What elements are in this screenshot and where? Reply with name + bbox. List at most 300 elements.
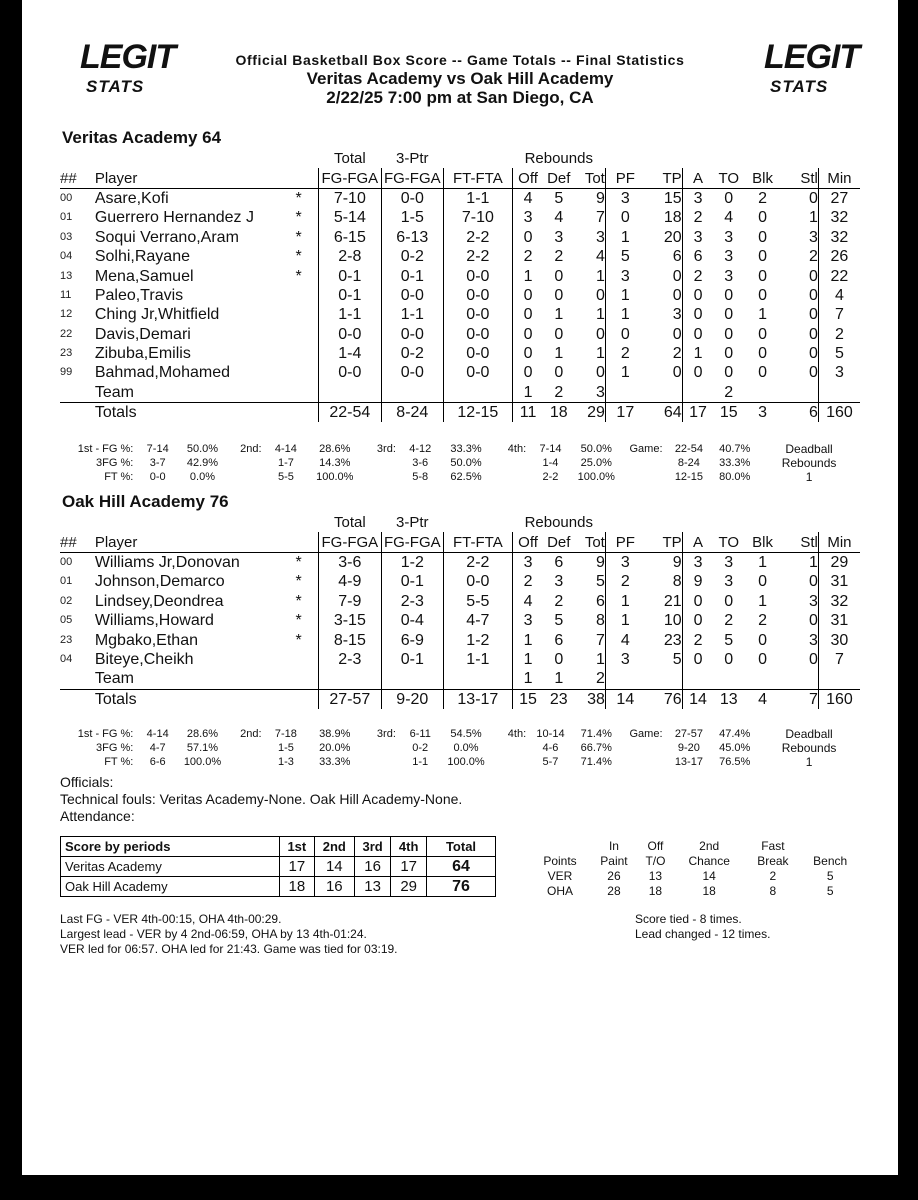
shooting-cell: 5-5 (277, 470, 294, 483)
deadball-rebounds: Rebounds (781, 455, 837, 470)
points-row (530, 868, 860, 883)
player-stl: 0 (808, 573, 818, 591)
spacer (60, 403, 95, 423)
shooting-cell: 50.0% (450, 456, 482, 469)
player-stl: 1 (808, 553, 818, 571)
player-blk: 2 (758, 189, 767, 207)
score-by-periods-table (60, 836, 496, 897)
starter-mark: * (295, 267, 302, 285)
deadball-rebounds: Deadball (785, 441, 833, 456)
shooting-cell: 1-5 (277, 741, 294, 754)
shooting-cell: 1st - FG %: (77, 727, 134, 740)
totals-tot: 29 (574, 403, 605, 423)
player-to: 0 (724, 325, 734, 343)
player-row (60, 188, 860, 208)
player-off: 2 (512, 247, 543, 266)
player-def: 0 (554, 650, 564, 668)
team-to: 2 (724, 383, 734, 401)
shooting-row (60, 741, 860, 755)
player-3pt: 0-2 (381, 344, 443, 363)
player-a: 0 (682, 592, 713, 611)
player-blk: 1 (758, 306, 767, 324)
points-row (530, 883, 860, 898)
player-3pt: 1-5 (381, 208, 443, 227)
player-number: 22 (60, 327, 73, 340)
player-name: Williams Jr,Donovan (94, 553, 240, 571)
group-header-row (60, 513, 860, 532)
shooting-row (60, 442, 860, 456)
shooting-cell: Game: (629, 727, 663, 740)
shooting-cell: 9-20 (677, 741, 700, 754)
spacer (444, 149, 513, 168)
player-tot: 5 (595, 573, 605, 591)
team-stl (781, 669, 818, 689)
player-to: 0 (724, 345, 734, 363)
shooting-cell: 100.0% (577, 470, 615, 483)
col-off: Off (512, 532, 543, 552)
player-number: 02 (60, 594, 73, 607)
shooting-cell: 50.0% (186, 442, 219, 455)
starter-mark: * (295, 248, 302, 266)
points-2nd-chance: 14 (702, 868, 716, 883)
player-def: 4 (554, 209, 564, 227)
player-pf: 0 (605, 208, 644, 227)
totals-min: 160 (818, 689, 860, 709)
shooting-cell: 42.9% (186, 456, 219, 469)
starter-mark (279, 650, 318, 669)
team-ft (444, 383, 513, 403)
shooting-cell: 5-7 (542, 755, 559, 768)
col-starter (279, 532, 318, 552)
player-ft: 2-2 (444, 552, 513, 572)
shooting-cell (491, 741, 530, 755)
player-row (60, 572, 860, 591)
player-blk: 0 (758, 267, 767, 285)
player-min: 3 (818, 363, 860, 382)
player-ft: 0-0 (444, 305, 513, 324)
col-blk: Blk (744, 168, 781, 188)
player-row (60, 305, 860, 324)
player-def: 5 (554, 189, 564, 207)
shooting-cell: 7-14 (146, 442, 169, 455)
totals-label: Totals (95, 403, 279, 423)
player-number: 23 (60, 347, 73, 360)
player-tot: 7 (595, 209, 605, 227)
totals-a: 17 (682, 403, 713, 423)
player-fg: 3-15 (319, 611, 381, 630)
player-stl: 0 (808, 286, 818, 304)
player-def: 0 (554, 267, 564, 285)
team-a (682, 669, 713, 689)
starter-mark: * (295, 573, 302, 591)
player-ft: 0-0 (444, 286, 513, 305)
player-blk: 0 (758, 286, 767, 304)
legit-stats-logo-left: LEGIT STATS (80, 38, 176, 96)
totals-label: Totals (95, 689, 279, 709)
player-to: 4 (724, 209, 734, 227)
player-fg: 2-8 (319, 247, 381, 266)
player-tp: 0 (672, 286, 682, 304)
group-header-row (60, 149, 860, 168)
player-min: 29 (818, 552, 860, 572)
player-off: 0 (512, 305, 543, 324)
team-blk (744, 383, 781, 403)
player-min: 32 (818, 228, 860, 247)
spacer (279, 383, 318, 403)
team-min (818, 669, 860, 689)
player-tp: 5 (672, 650, 682, 668)
player-to: 3 (724, 553, 734, 571)
totals-3pt: 8-24 (381, 403, 443, 423)
player-pf: 4 (605, 630, 644, 649)
shooting-cell: 100.0% (316, 470, 354, 483)
team-ft (444, 669, 513, 689)
player-off: 0 (512, 228, 543, 247)
totals-a: 14 (682, 689, 713, 709)
team-a (682, 383, 713, 403)
shooting-cell: 28.6% (186, 727, 219, 740)
team-row (60, 669, 860, 689)
shooting-cell: FT %: (104, 470, 134, 483)
player-stl: 3 (808, 631, 818, 649)
player-name: Lindsey,Deondrea (94, 592, 224, 610)
shooting-cell: 66.7% (580, 741, 612, 754)
col-stl: Stl (781, 532, 818, 552)
column-header-row (60, 532, 860, 552)
player-stl: 2 (808, 248, 818, 266)
player-def: 2 (554, 592, 564, 610)
starter-mark (279, 286, 318, 305)
col-pf: PF (605, 532, 644, 552)
player-pf: 1 (605, 286, 644, 305)
technical-fouls-line: Technical fouls: Veritas Academy-None. Oak Hill Academy-None. (60, 791, 463, 807)
col-def: Def (543, 168, 574, 188)
player-name: Davis,Demari (94, 325, 191, 343)
shooting-cell: 76.5% (719, 755, 751, 768)
totals-to: 15 (713, 403, 744, 423)
team-off: 1 (512, 669, 543, 689)
led-for-line: VER led for 06:57. OHA led for 21:43. Game was tied for 03:19. (60, 942, 398, 956)
deadball-rebounds: Rebounds (781, 740, 837, 755)
shooting-cell (622, 470, 667, 484)
player-stl: 3 (808, 228, 818, 246)
player-off: 0 (512, 325, 543, 344)
player-pf: 1 (605, 305, 644, 324)
player-off: 3 (512, 611, 543, 630)
player-fg: 7-9 (319, 592, 381, 611)
col-tp: TP (645, 532, 682, 552)
player-tp: 8 (672, 573, 682, 591)
score-total: 76 (427, 877, 496, 897)
shooting-cell (491, 470, 530, 484)
col-stl: Stl (781, 168, 818, 188)
player-pf: 3 (605, 266, 644, 285)
player-row (60, 630, 860, 649)
player-a: 9 (682, 572, 713, 591)
score-row (61, 877, 496, 897)
score-q3: 13 (354, 877, 391, 897)
player-row (60, 611, 860, 630)
player-3pt: 2-3 (381, 592, 443, 611)
player-ft: 1-2 (444, 630, 513, 649)
col-tot: Tot (574, 168, 605, 188)
player-3pt: 0-4 (381, 611, 443, 630)
player-off: 3 (512, 208, 543, 227)
team-min (818, 383, 860, 403)
shooting-cell: 71.4% (580, 727, 612, 740)
shooting-cell: Game: (629, 442, 663, 455)
player-tp: 15 (663, 189, 682, 207)
player-blk: 0 (758, 209, 767, 227)
score-header-q3: 3rd (354, 837, 391, 857)
col-fg-fga: FG-FGA (381, 532, 443, 552)
player-off: 1 (512, 650, 543, 669)
player-row (60, 247, 860, 266)
shooting-row (60, 470, 860, 484)
score-team-name: Oak Hill Academy (61, 877, 280, 897)
shooting-cell: 50.0% (580, 442, 612, 455)
shooting-cell (622, 741, 667, 755)
shooting-cell (227, 456, 266, 470)
player-stl: 0 (808, 650, 818, 668)
group-3ptr: 3-Ptr (396, 150, 429, 168)
shooting-cell (363, 741, 400, 755)
score-q4: 17 (391, 857, 427, 877)
shooting-cell: 1st - FG %: (77, 442, 134, 455)
col-ft-fta: FT-FTA (444, 532, 513, 552)
player-row (60, 208, 860, 227)
player-to: 3 (724, 248, 734, 266)
player-a: 2 (682, 208, 713, 227)
team-tot: 2 (595, 670, 605, 688)
score-header-q4: 4th (391, 837, 427, 857)
player-def: 1 (554, 306, 564, 324)
player-number: 05 (60, 614, 73, 627)
shooting-cell: 33.3% (719, 456, 751, 469)
shooting-cell: FT %: (104, 755, 134, 768)
player-row (60, 286, 860, 305)
player-tp: 3 (672, 306, 682, 324)
totals-row (60, 689, 860, 709)
player-fg: 1-1 (319, 305, 381, 324)
spacer (60, 689, 95, 709)
points-head: Chance (688, 853, 730, 868)
player-pf: 3 (605, 650, 644, 669)
col-to: TO (713, 168, 744, 188)
points-team: OHA (546, 883, 573, 898)
player-number: 01 (60, 211, 73, 224)
score-total: 64 (427, 857, 496, 877)
spacer (60, 383, 95, 403)
shooting-cell: 7-14 (539, 442, 562, 455)
shooting-cell: 6-11 (409, 727, 431, 740)
player-fg: 0-1 (319, 266, 381, 285)
spacer (605, 149, 860, 168)
team-pf (605, 669, 644, 689)
player-pf: 0 (605, 325, 644, 344)
player-name: Solhi,Rayane (94, 248, 190, 266)
totals-to: 13 (713, 689, 744, 709)
player-name: Paleo,Travis (94, 286, 184, 304)
col-a: A (682, 168, 713, 188)
shooting-cell: 3-6 (412, 456, 429, 469)
group-rebounds: Rebounds (524, 150, 593, 168)
player-pf: 3 (605, 188, 644, 208)
player-tot: 0 (595, 364, 605, 382)
points-head: In (608, 838, 619, 853)
player-row (60, 552, 860, 572)
shooting-cell: 4-6 (542, 741, 559, 754)
player-blk: 0 (758, 631, 767, 649)
player-def: 0 (554, 364, 564, 382)
player-3pt: 0-0 (381, 286, 443, 305)
player-name: Mena,Samuel (94, 267, 194, 285)
player-tot: 9 (595, 189, 605, 207)
player-number: 00 (60, 555, 73, 568)
player-def: 0 (554, 286, 564, 304)
score-q2: 14 (314, 857, 354, 877)
player-3pt: 0-2 (381, 247, 443, 266)
points-head (530, 838, 590, 853)
points-head-row-2 (530, 853, 860, 868)
player-number: 12 (60, 308, 73, 321)
team-tp (645, 669, 682, 689)
player-blk: 0 (758, 650, 767, 668)
player-number: 04 (60, 250, 73, 263)
player-3pt: 0-0 (381, 363, 443, 382)
shooting-row (60, 727, 860, 741)
points-head: Break (757, 853, 789, 868)
player-to: 3 (724, 573, 734, 591)
totals-pf: 17 (605, 403, 644, 423)
player-def: 3 (554, 228, 564, 246)
shooting-cell (363, 470, 400, 484)
shooting-cell: 6-6 (149, 755, 166, 768)
player-def: 1 (554, 345, 564, 363)
player-name: Zibuba,Emilis (94, 345, 191, 363)
shooting-cell: 3FG %: (96, 456, 134, 469)
totals-stl: 6 (781, 403, 818, 423)
player-a: 0 (682, 611, 713, 630)
player-min: 22 (818, 266, 860, 285)
player-tp: 10 (663, 612, 682, 630)
starter-mark: * (295, 612, 302, 630)
player-blk: 0 (758, 345, 767, 363)
col-ft-fta: FT-FTA (444, 168, 513, 188)
player-tot: 6 (595, 592, 605, 610)
player-tp: 0 (672, 325, 682, 343)
player-name: Johnson,Demarco (94, 573, 225, 591)
spacer (279, 689, 318, 709)
player-ft: 2-2 (444, 228, 513, 247)
player-min: 31 (818, 572, 860, 591)
box-score-page (22, 0, 898, 1175)
score-header-row (61, 837, 496, 857)
team-fg (319, 669, 381, 689)
player-to: 3 (724, 267, 734, 285)
player-name: Bahmad,Mohamed (94, 364, 230, 382)
player-pf: 5 (605, 247, 644, 266)
team-row (60, 383, 860, 403)
player-tot: 7 (595, 631, 605, 649)
points-head-row-1 (530, 838, 860, 853)
totals-stl: 7 (781, 689, 818, 709)
col-def: Def (543, 532, 574, 552)
player-a: 3 (682, 552, 713, 572)
points-head: 2nd (699, 838, 720, 853)
starter-mark: * (295, 209, 302, 227)
col-tp: TP (645, 168, 682, 188)
player-row (60, 325, 860, 344)
player-number: 11 (60, 288, 72, 301)
player-blk: 1 (758, 592, 767, 610)
player-stl: 0 (808, 345, 818, 363)
spacer (60, 669, 95, 689)
shooting-cell: 2nd: (240, 727, 262, 740)
starter-mark (279, 363, 318, 382)
player-blk: 0 (758, 325, 767, 343)
player-tp: 21 (663, 592, 682, 610)
score-header-q2: 2nd (314, 837, 354, 857)
team-box-score-table (60, 513, 860, 709)
shooting-cell (622, 755, 667, 769)
player-row (60, 592, 860, 611)
player-name: Ching Jr,Whitfield (94, 306, 220, 324)
shooting-cell (227, 470, 266, 484)
report-title: Official Basketball Box Score -- Game Totals -- Final Statistics (235, 52, 685, 68)
starter-mark: * (295, 189, 302, 207)
totals-def: 18 (543, 403, 574, 423)
player-name: Williams,Howard (94, 612, 214, 630)
points-head: Paint (600, 853, 628, 868)
spacer (279, 403, 318, 423)
shooting-cell: 1-1 (412, 755, 429, 768)
player-tot: 1 (595, 345, 605, 363)
player-3pt: 6-13 (381, 228, 443, 247)
team-3pt (381, 669, 443, 689)
team-blk (744, 669, 781, 689)
player-number: 00 (60, 191, 73, 204)
player-number: 01 (60, 575, 73, 588)
shooting-cell: 62.5% (450, 470, 482, 483)
player-ft: 0-0 (444, 325, 513, 344)
player-def: 0 (554, 325, 564, 343)
player-ft: 0-0 (444, 344, 513, 363)
player-to: 0 (724, 306, 734, 324)
score-q3: 16 (354, 857, 391, 877)
team-period-shooting (60, 442, 860, 484)
totals-row (60, 403, 860, 423)
player-off: 3 (512, 552, 543, 572)
shooting-cell: 57.1% (186, 741, 219, 754)
player-ft: 4-7 (444, 611, 513, 630)
player-a: 0 (682, 363, 713, 382)
col-starter (279, 168, 318, 188)
player-def: 3 (554, 573, 564, 591)
score-header-label: Score by periods (61, 837, 280, 857)
player-row (60, 228, 860, 247)
player-number: 23 (60, 633, 73, 646)
player-tot: 1 (595, 306, 605, 324)
largest-lead-line: Largest lead - VER by 4 2nd-06:59, OHA by 13 4th-01:24. (60, 927, 367, 941)
team-tp (645, 383, 682, 403)
col-off: Off (512, 168, 543, 188)
player-fg: 8-15 (319, 630, 381, 649)
player-ft: 1-1 (444, 650, 513, 669)
player-ft: 0-0 (444, 363, 513, 382)
player-min: 7 (818, 305, 860, 324)
player-3pt: 1-1 (381, 305, 443, 324)
